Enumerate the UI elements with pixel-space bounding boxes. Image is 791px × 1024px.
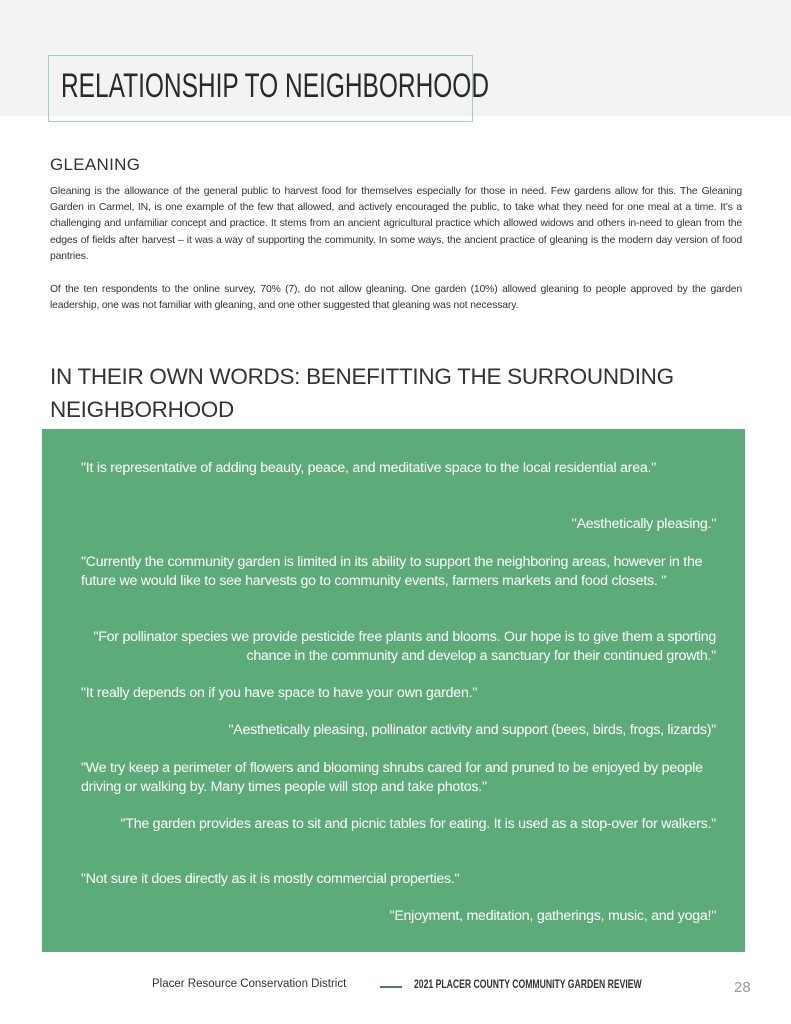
page-number: 28 [734,979,751,996]
quote: "We try keep a perimeter of flowers and blooming shrubs cared for and pruned to be enjoyed by people driving or walking by. Many times people will stop and take photos." [81,760,703,795]
quote: "Aesthetically pleasing, pollinator activity and support (bees, birds, frogs, lizards)" [228,722,716,738]
quote: "Enjoyment, meditation, gatherings, music, and yoga!" [389,908,716,924]
quote: "It really depends on if you have space to have your own garden." [81,685,478,701]
survey-paragraph: Of the ten respondents to the online survey, 70% (7), do not allow gleaning. One garden (10%) allowed gleaning to people approved by the garden leadership, one was not familiar with gleaning, and one other suggested that gleaning was not necessary. [50,284,742,312]
quote: "Aesthetically pleasing." [571,516,716,532]
quote: "The garden provides areas to sit and picnic tables for eating. It is used as a stop-over for walkers." [120,816,716,832]
quote: "Not sure it does directly as it is mostly commercial properties." [81,871,460,887]
page-title-box [48,55,490,122]
footer-organization: Placer Resource Conservation District [152,978,347,990]
own-words-heading: IN THEIR OWN WORDS: BENEFITTING THE SURROUNDING NEIGHBORHOOD [50,364,674,422]
gleaning-paragraph: Gleaning is the allowance of the general public to harvest food for themselves especially for those in need. Few gardens allow for this. The Gleaning Garden in Carmel, IN, is one example of the few that allowed, and actively encouraged the public, to take what they need for one meal at a time. It’s a challenging and unfamiliar concept and practice. It stems from an ancient agricultural practice which allowed widows and others in-need to glean from the edges of fields after harvest – it was a way of supporting the community. In some ways, the ancient practice of gleaning is the modern day version of food pantries. [50,186,742,262]
footer-report-title: 2021 PLACER COUNTY COMMUNITY GARDEN REVIEW [414,977,642,991]
footer-divider [380,986,402,988]
gleaning-heading: GLEANING [50,155,141,174]
quote: "For pollinator species we provide pesticide free plants and blooms. Our hope is to give them a sporting chance in the community and develop a sanctuary for their continued growth." [93,629,716,664]
quotes-panel [42,429,745,952]
quote: "It is representative of adding beauty, peace, and meditative space to the local residential area." [81,460,656,476]
page-title: RELATIONSHIP TO NEIGHBORHOOD [61,67,490,105]
quote: "Currently the community garden is limited in its ability to support the neighboring areas, however in the future we would like to see harvests go to community events, farmers markets and food closets. " [81,554,703,589]
